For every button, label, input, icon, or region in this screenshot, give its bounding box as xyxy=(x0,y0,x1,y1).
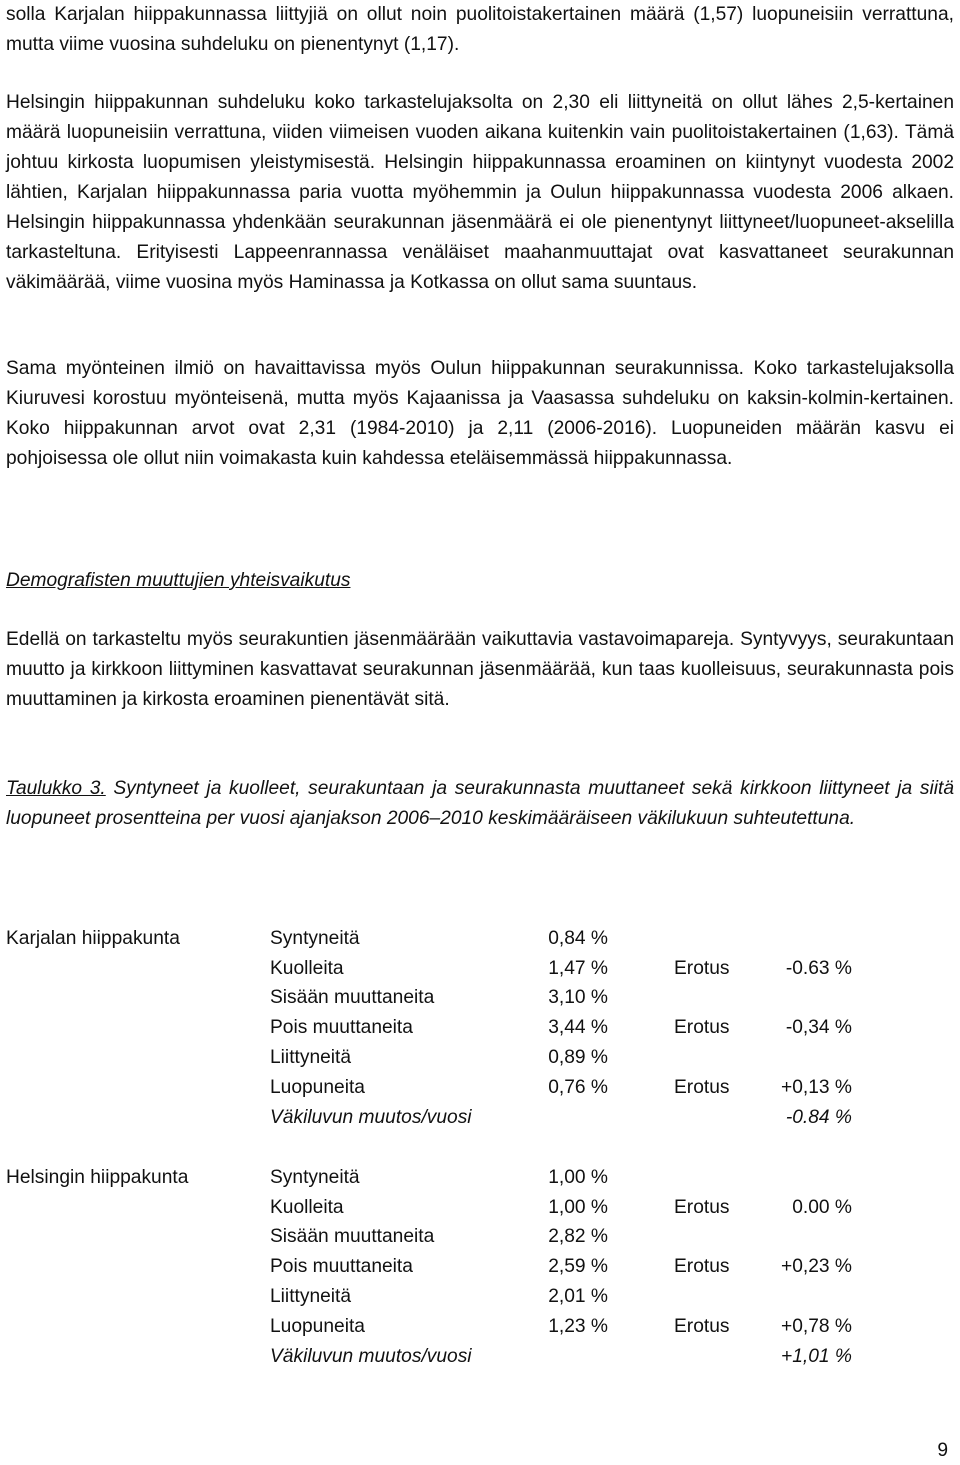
row-erotus xyxy=(674,1163,766,1193)
row-erotus: Erotus xyxy=(674,1315,730,1337)
table-row xyxy=(6,1312,852,1342)
table-total-row xyxy=(6,1342,852,1372)
region-label: Helsingin hiippakunta xyxy=(6,1166,189,1188)
total-label: Väkiluvun muutos/vuosi xyxy=(270,1106,472,1128)
table-row xyxy=(6,1252,852,1282)
row-value: 1,00 % xyxy=(548,1166,608,1188)
row-value: 3,10 % xyxy=(548,987,608,1009)
row-value: 0,84 % xyxy=(548,927,608,949)
row-value: 1,00 % xyxy=(548,1196,608,1218)
row-value: 1,47 % xyxy=(548,957,608,979)
row-item: Syntyneitä xyxy=(270,1166,360,1188)
table-row xyxy=(6,1282,852,1312)
row-diff: 0.00 % xyxy=(792,1196,852,1218)
table-row xyxy=(6,984,852,1014)
total-label: Väkiluvun muutos/vuosi xyxy=(270,1345,472,1367)
row-erotus xyxy=(674,1223,766,1253)
row-erotus: Erotus xyxy=(674,1196,730,1218)
document-page xyxy=(6,0,954,1465)
row-diff xyxy=(766,1163,852,1193)
row-diff xyxy=(766,1223,852,1253)
row-value: 3,44 % xyxy=(548,1017,608,1039)
table-row xyxy=(6,1193,852,1223)
row-item: Sisään muuttaneita xyxy=(270,1226,435,1248)
row-erotus xyxy=(674,984,766,1014)
total-value: -0.84 % xyxy=(785,1106,852,1128)
table-row xyxy=(6,1013,852,1043)
row-erotus xyxy=(674,924,766,954)
row-diff: +0,78 % xyxy=(781,1315,852,1337)
table-row xyxy=(6,924,852,954)
row-item: Luopuneita xyxy=(270,1315,365,1337)
row-diff xyxy=(766,1043,852,1073)
paragraph-4: Edellä on tarkasteltu myös seurakuntien jäsenmäärään vaikuttavia vastavoimapareja. Syntyvyys, seurakuntaan muutto ja kirkkoon liittyminen kasvattavat seurakunnan jäsenmäärää, kun taas kuolleisuus, seurakunnasta pois muuttaminen ja kirkosta eroaminen pienentävät sitä. xyxy=(6,629,954,710)
row-value: 0,76 % xyxy=(548,1076,608,1098)
row-erotus: Erotus xyxy=(674,1256,730,1278)
row-value: 0,89 % xyxy=(548,1047,608,1069)
row-erotus xyxy=(674,1043,766,1073)
row-diff xyxy=(766,984,852,1014)
row-diff: -0.63 % xyxy=(785,957,852,979)
row-diff xyxy=(766,924,852,954)
row-value: 2,01 % xyxy=(548,1286,608,1308)
row-diff: -0,34 % xyxy=(785,1017,852,1039)
row-item: Sisään muuttaneita xyxy=(270,987,435,1009)
table-helsinki xyxy=(6,1163,852,1372)
region-label: Karjalan hiippakunta xyxy=(6,927,180,949)
row-erotus: Erotus xyxy=(674,1076,730,1098)
row-diff: +0,23 % xyxy=(781,1256,852,1278)
row-item: Pois muuttaneita xyxy=(270,1256,413,1278)
table-row xyxy=(6,954,852,984)
row-value: 2,59 % xyxy=(548,1256,608,1278)
table-row xyxy=(6,1163,852,1193)
paragraph-2: Helsingin hiippakunnan suhdeluku koko tarkastelujaksolta on 2,30 eli liittyneitä on ollut lähes 2,5-kertainen määrä luopuneisiin verrattuna, viiden viimeisen vuoden aikana kuitenkin vain puolitoistakertainen (1,63). Tämä johtuu kirkosta luopumisen yleistymisestä. Helsingin hiippakunnassa eroaminen on kiintynyt vuodesta 2002 lähtien, Karjalan hiippakunnassa paria vuotta myöhemmin ja Oulun hiippakunnassa vuodesta 2006 alkaen. Helsingin hiippakunnassa yhdenkään seurakunnan jäsenmäärä ei ole pienentynyt liittyneet/luopuneet-akselilla tarkasteltuna. Erityisesti Lappeenrannassa venäläiset maahanmuuttajat ovat kasvattaneet seurakunnan väkimäärää, viime vuosina myös Haminassa ja Kotkassa on ollut sama suuntaus. xyxy=(6,92,954,293)
page-number: 9 xyxy=(937,1440,948,1461)
caption-text: Syntyneet ja kuolleet, seurakuntaan ja seurakunnasta muuttaneet sekä kirkkoon liittyneet ja siitä luopuneet prosentteina per vuosi ajanjakson 2006–2010 keskimääräiseen väkilukuun suhteutettuna. xyxy=(6,778,954,829)
section-heading: Demografisten muuttujien yhteisvaikutus xyxy=(6,570,351,591)
row-item: Luopuneita xyxy=(270,1076,365,1098)
paragraph-3: Sama myönteinen ilmiö on havaittavissa myös Oulun hiippakunnan seurakunnissa. Koko tarkastelujaksolla Kiuruvesi korostuu myönteisenä, mutta myös Kajaanissa ja Vaasassa suhdeluku on kaksin-kolmin-kertainen. Koko hiippakunnan arvot ovat 2,31 (1984-2010) ja 2,11 (2006-2016). Luopuneiden määrän kasvu ei pohjoisessa ole ollut niin voimakasta kuin kahdessa eteläisemmässä hiippakunnassa. xyxy=(6,358,954,469)
table-row xyxy=(6,1223,852,1253)
row-value: 1,23 % xyxy=(548,1315,608,1337)
row-item: Liittyneitä xyxy=(270,1286,352,1308)
row-diff: +0,13 % xyxy=(781,1076,852,1098)
table-caption xyxy=(6,774,954,834)
row-item: Kuolleita xyxy=(270,1196,344,1218)
caption-label: Taulukko 3. xyxy=(6,778,106,799)
paragraph-1: solla Karjalan hiippakunnassa liittyjiä on ollut noin puolitoistakertainen määrä (1,57) luopuneisiin verrattuna, mutta viime vuosina suhdeluku on pienentynyt (1,17). xyxy=(6,4,954,55)
table-karjala xyxy=(6,924,852,1133)
total-value: +1,01 % xyxy=(781,1345,852,1367)
row-diff xyxy=(766,1282,852,1312)
row-item: Syntyneitä xyxy=(270,927,360,949)
row-erotus: Erotus xyxy=(674,1017,730,1039)
row-erotus: Erotus xyxy=(674,957,730,979)
row-item: Pois muuttaneita xyxy=(270,1017,413,1039)
table-row xyxy=(6,1073,852,1103)
table-total-row xyxy=(6,1103,852,1133)
row-erotus xyxy=(674,1282,766,1312)
row-item: Kuolleita xyxy=(270,957,344,979)
row-item: Liittyneitä xyxy=(270,1047,352,1069)
table-row xyxy=(6,1043,852,1073)
row-value: 2,82 % xyxy=(548,1226,608,1248)
